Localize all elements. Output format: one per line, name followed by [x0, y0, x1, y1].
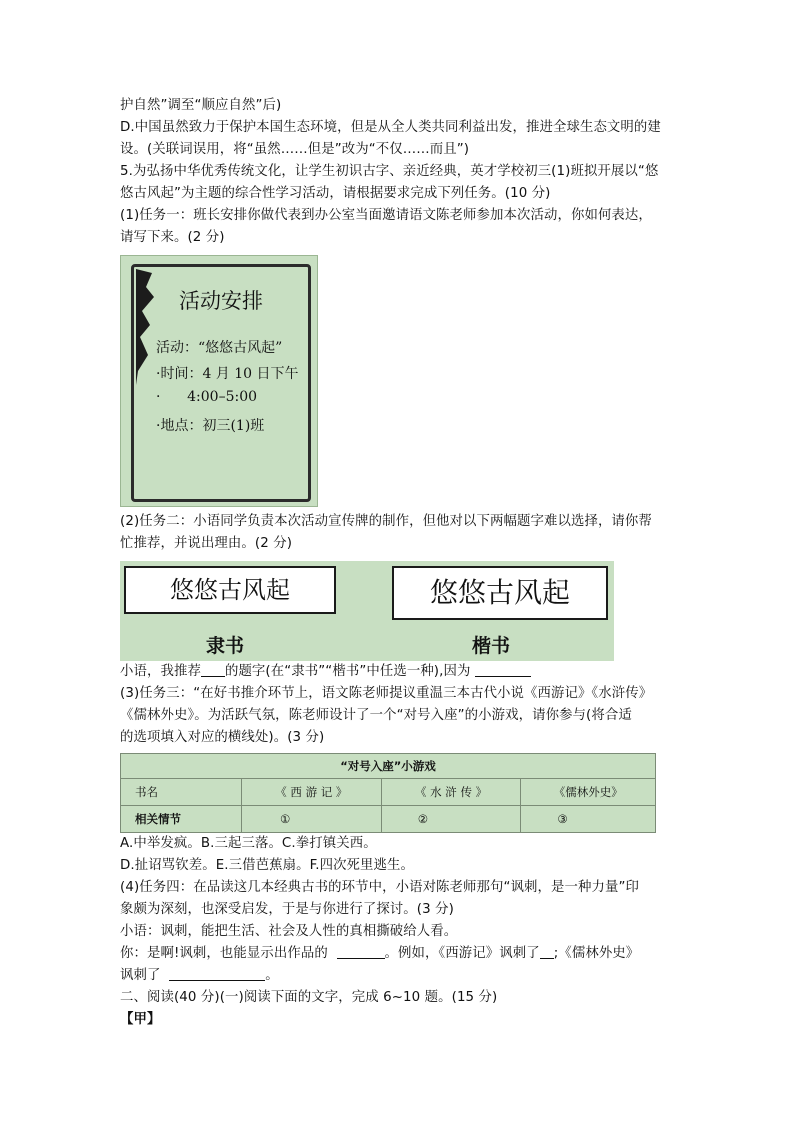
task-3-line: 的选项填入对应的横线处)。(3 分) — [120, 730, 325, 745]
reply-part: 。例如，《西游记》讽刺了 — [384, 946, 540, 961]
answer-prefix: 小语，我推荐 — [120, 664, 201, 679]
options-line: D.扯诏骂钦差。E.三借芭蕉扇。F.四次死里逃生。 — [120, 858, 415, 873]
text-line: D.中国虽然致力于保护本国生态环境，但是从全人类共同利益出发，推进全球生态文明的建 — [120, 120, 661, 135]
reply-line — [120, 965, 680, 987]
table-book-xiyouji: 《 西 游 记 》 — [242, 779, 382, 806]
section-heading: 二、阅读(40 分)(一)阅读下面的文字，完成 6~10 题。(15 分) — [120, 990, 498, 1005]
poster-title: 活动安排 — [179, 289, 263, 313]
poster-frame — [131, 264, 311, 502]
calligraphy-kaishu: 悠悠古风起 — [392, 566, 608, 620]
task-1-line: 请写下来。(2 分) — [120, 230, 225, 245]
options-line: A.中举发疯。B.三起三落。C.拳打镇关西。 — [120, 836, 377, 851]
document-page — [120, 95, 680, 1031]
poster-place: ·地点：初三(1)班 — [156, 418, 265, 434]
reply-part: 讽刺了 — [120, 968, 161, 983]
answer-line — [120, 661, 680, 683]
poster-time: ·时间：4 月 10 日下午 — [156, 366, 299, 382]
reply-part: 你：是啊!讽刺，也能显示出作品的 — [120, 946, 328, 961]
calligraphy-image — [120, 561, 614, 661]
reply-blank[interactable] — [540, 944, 554, 959]
table-row-label: 相关情节 — [121, 806, 242, 833]
dialogue-line: 小语：讽刺，能把生活、社会及人性的真相撕破给人看。 — [120, 924, 458, 939]
task-3-line: 《儒林外史》。为活跃气氛，陈老师设计了一个“对号入座”的小游戏，请你参与(将合适 — [120, 708, 632, 723]
table-book-rulin: 《儒林外史》 — [521, 779, 656, 806]
table-book-shuihu: 《 水 浒 传 》 — [381, 779, 521, 806]
text-line: 护自然”调至“顺应自然”后) — [120, 98, 282, 113]
table-caption: “对号入座”小游戏 — [121, 754, 656, 779]
reply-blank[interactable] — [169, 966, 265, 981]
question-5-line: 悠古风起”为主题的综合性学习活动，请根据要求完成下列任务。(10 分) — [120, 186, 551, 201]
table-slot-1[interactable]: ① — [242, 806, 382, 833]
task-4-line: (4)任务四：在品读这几本经典古书的环节中，小语对陈老师那句“讽刺，是一种力量”印 — [120, 880, 640, 895]
passage-marker: 【甲】 — [120, 1012, 161, 1027]
answer-blank[interactable] — [201, 662, 225, 677]
answer-blank[interactable] — [475, 662, 531, 677]
task-2-line: 忙推荐，并说出理由。(2 分) — [120, 536, 293, 551]
reply-part: 。 — [265, 968, 279, 983]
reply-blank[interactable] — [337, 944, 385, 959]
text-line: 设。(关联词误用，将“虽然……但是”改为“不仅……而且”) — [120, 142, 470, 157]
calligraphy-label-kaishu: 楷书 — [472, 635, 511, 657]
poster-activity: 活动：“悠悠古风起” — [156, 340, 283, 356]
task-3-line: (3)任务三：“在好书推介环节上，语文陈老师提议重温三本古代小说《西游记》《水浒传》 — [120, 686, 653, 701]
table-slot-2[interactable]: ② — [381, 806, 521, 833]
task-1-line: (1)任务一：班长安排你做代表到办公室当面邀请语文陈老师参加本次活动，你如何表达， — [120, 208, 652, 223]
question-5-line: 5.为弘扬中华优秀传统文化，让学生初识古字、亲近经典，英才学校初三(1)班拟开展以“悠 — [120, 164, 659, 179]
answer-middle: 的题字(在“隶书”“楷书”中任选一种),因为 — [224, 664, 471, 679]
reply-line — [120, 943, 680, 965]
task-2-line: (2)任务二：小语同学负责本次活动宣传牌的制作，但他对以下两幅题字难以选择，请你帮 — [120, 514, 652, 529]
calligraphy-lishu: 悠悠古风起 — [124, 566, 336, 614]
table-slot-3[interactable]: ③ — [521, 806, 656, 833]
activity-poster-image — [120, 255, 318, 507]
poster-time-range: · 4:00–5:00 — [156, 389, 258, 405]
calligraphy-label-lishu: 隶书 — [206, 635, 245, 657]
matching-game-table — [120, 753, 656, 833]
table-header-label: 书名 — [121, 779, 242, 806]
task-4-line: 象颇为深刻，也深受启发，于是与你进行了探讨。(3 分) — [120, 902, 454, 917]
reply-part: ;《儒林外史》 — [553, 946, 640, 961]
